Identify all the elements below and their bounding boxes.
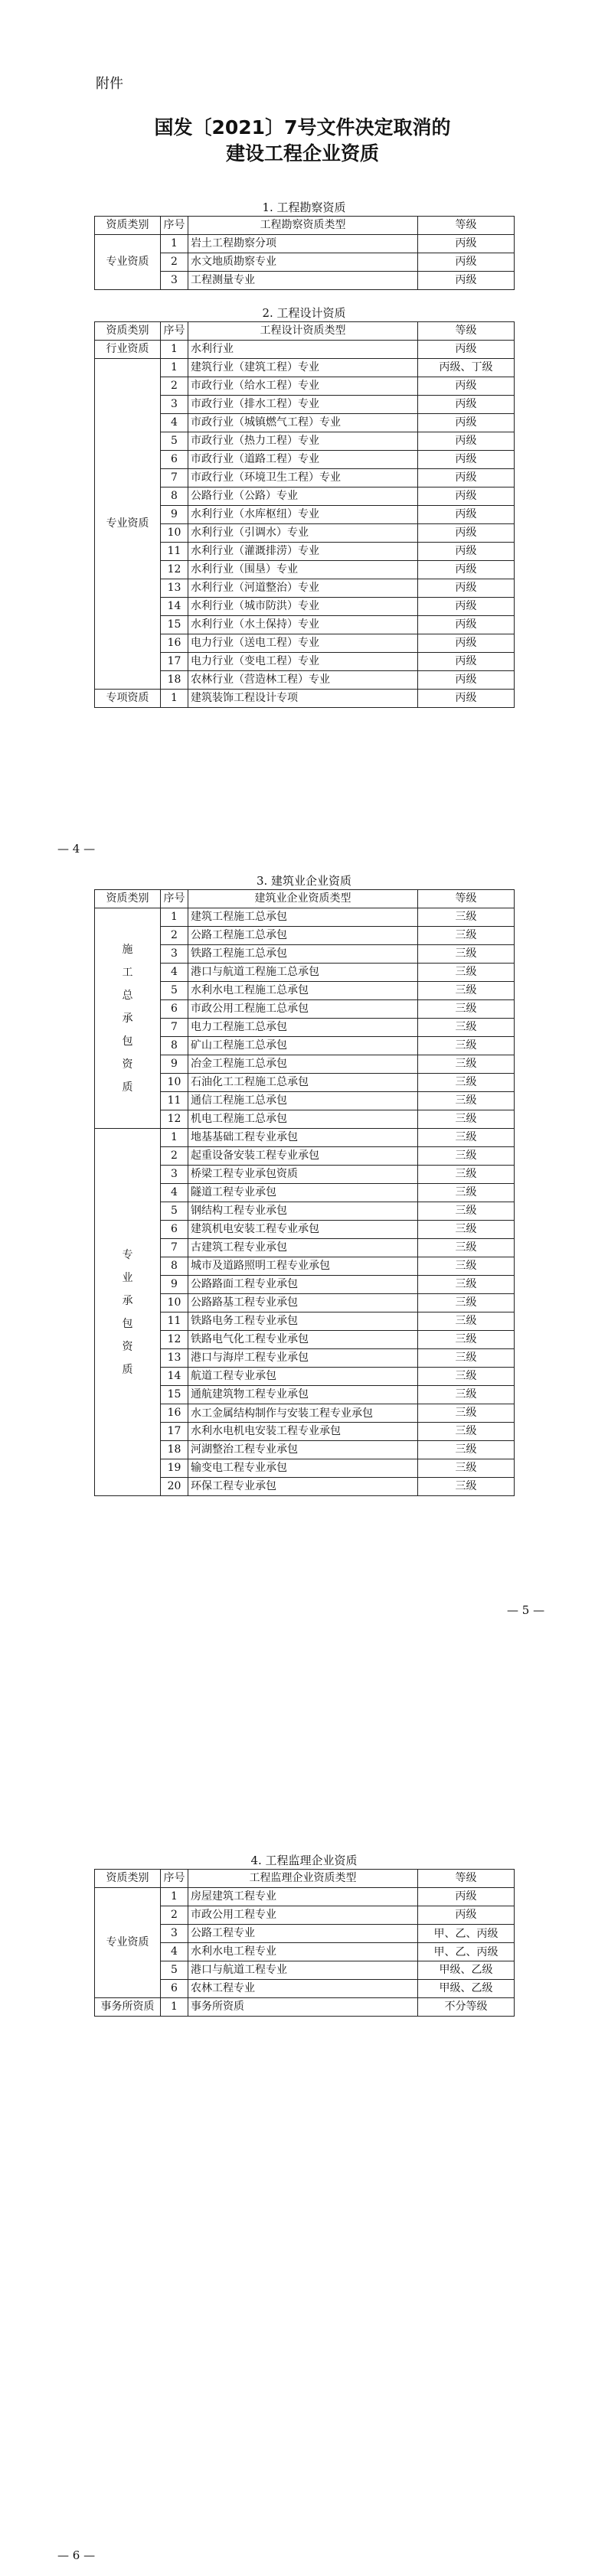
row-number: 3 [161, 396, 188, 414]
row-number: 3 [161, 272, 188, 290]
row-grade: 三级 [418, 1129, 515, 1147]
row-grade: 三级 [418, 908, 515, 927]
header-grade: 等级 [418, 890, 515, 908]
page-number: — 4 — [57, 842, 96, 856]
row-number: 5 [161, 432, 188, 451]
construction-table [94, 889, 515, 1496]
row-name: 城市及道路照明工程专业承包 [188, 1257, 418, 1276]
row-name: 公路工程专业 [188, 1925, 418, 1943]
row-name: 水利行业（水土保持）专业 [188, 616, 418, 634]
row-number: 7 [161, 1019, 188, 1037]
row-name: 隧道工程专业承包 [188, 1184, 418, 1202]
row-number: 2 [161, 377, 188, 396]
row-grade: 三级 [418, 1092, 515, 1110]
row-name: 农林工程专业 [188, 1980, 418, 1998]
table-row [95, 908, 515, 927]
row-name: 港口与航道工程施工总承包 [188, 964, 418, 982]
document-title-line1: 国发〔2021〕7号文件决定取消的 [154, 116, 451, 139]
row-name: 房屋建筑工程专业 [188, 1888, 418, 1906]
row-grade: 丙级 [418, 396, 515, 414]
row-number: 5 [161, 982, 188, 1000]
row-name: 石油化工工程施工总承包 [188, 1074, 418, 1092]
row-grade: 三级 [418, 1349, 515, 1368]
row-number: 17 [161, 1423, 188, 1441]
row-name: 公路路面工程专业承包 [188, 1276, 418, 1294]
row-name: 建筑机电安装工程专业承包 [188, 1221, 418, 1239]
row-number: 4 [161, 1943, 188, 1961]
row-name: 机电工程施工总承包 [188, 1110, 418, 1129]
category-label: 施工总承包资质 [122, 943, 133, 1094]
row-name: 输变电工程专业承包 [188, 1459, 418, 1478]
row-number: 6 [161, 451, 188, 469]
row-number: 9 [161, 1055, 188, 1074]
row-number: 5 [161, 1202, 188, 1221]
row-grade: 丙级 [418, 1888, 515, 1906]
row-number: 4 [161, 414, 188, 432]
table-header-row [95, 322, 515, 341]
row-name: 港口与航道工程专业 [188, 1961, 418, 1980]
category-cell: 专业资质 [95, 359, 161, 690]
row-number: 8 [161, 1037, 188, 1055]
row-name: 钢结构工程专业承包 [188, 1202, 418, 1221]
row-grade: 三级 [418, 1055, 515, 1074]
row-number: 1 [161, 690, 188, 708]
row-name: 市政公用工程施工总承包 [188, 1000, 418, 1019]
row-name: 水利行业（围垦）专业 [188, 561, 418, 579]
row-grade: 不分等级 [418, 1998, 515, 2017]
row-name: 公路路基工程专业承包 [188, 1294, 418, 1312]
row-name: 铁路电气化工程专业承包 [188, 1331, 418, 1349]
row-name: 建筑装饰工程设计专项 [188, 690, 418, 708]
row-grade: 丙级 [418, 235, 515, 253]
attachment-label: 附件 [96, 76, 123, 92]
header-type: 建筑业企业资质类型 [188, 890, 418, 908]
row-name: 河湖整治工程专业承包 [188, 1441, 418, 1459]
row-grade: 丙级 [418, 487, 515, 506]
row-name: 电力行业（送电工程）专业 [188, 634, 418, 653]
row-grade: 丙级 [418, 272, 515, 290]
row-grade: 三级 [418, 1037, 515, 1055]
row-grade: 三级 [418, 1368, 515, 1386]
row-number: 3 [161, 945, 188, 964]
row-grade: 丙级 [418, 653, 515, 671]
section-title-construction: 3. 建筑业企业资质 [256, 874, 352, 888]
row-name: 电力工程施工总承包 [188, 1019, 418, 1037]
page-4 [0, 0, 608, 872]
row-number: 8 [161, 1257, 188, 1276]
row-grade: 三级 [418, 1000, 515, 1019]
row-name: 市政行业（环境卫生工程）专业 [188, 469, 418, 487]
table-row [95, 1129, 515, 1147]
row-grade: 丙级 [418, 377, 515, 396]
row-grade: 丙级 [418, 253, 515, 272]
row-grade: 丙级 [418, 616, 515, 634]
row-grade: 丙级 [418, 690, 515, 708]
row-number: 6 [161, 1221, 188, 1239]
row-name: 水利行业（灌溉排涝）专业 [188, 543, 418, 561]
row-grade: 丙级 [418, 469, 515, 487]
row-name: 矿山工程施工总承包 [188, 1037, 418, 1055]
row-name: 铁路电务工程专业承包 [188, 1312, 418, 1331]
row-grade: 三级 [418, 945, 515, 964]
header-grade: 等级 [418, 217, 515, 235]
row-name: 建筑行业（建筑工程）专业 [188, 359, 418, 377]
row-grade: 三级 [418, 1147, 515, 1166]
row-grade: 三级 [418, 1257, 515, 1276]
row-number: 20 [161, 1478, 188, 1496]
header-category: 资质类别 [95, 217, 161, 235]
document-title-line2: 建设工程企业资质 [225, 142, 379, 165]
row-number: 1 [161, 235, 188, 253]
row-grade: 三级 [418, 1202, 515, 1221]
row-number: 15 [161, 1386, 188, 1404]
row-name: 铁路工程施工总承包 [188, 945, 418, 964]
row-name: 航道工程专业承包 [188, 1368, 418, 1386]
row-grade: 三级 [418, 1276, 515, 1294]
table-row [95, 690, 515, 708]
category-cell: 专业资质 [95, 235, 161, 290]
row-number: 3 [161, 1925, 188, 1943]
row-number: 9 [161, 506, 188, 524]
row-number: 7 [161, 1239, 188, 1257]
row-grade: 三级 [418, 1441, 515, 1459]
row-grade: 三级 [418, 1331, 515, 1349]
row-number: 14 [161, 1368, 188, 1386]
row-name: 起重设备安装工程专业承包 [188, 1147, 418, 1166]
row-grade: 三级 [418, 1478, 515, 1496]
row-name: 水利行业 [188, 341, 418, 359]
row-number: 2 [161, 1906, 188, 1925]
row-number: 13 [161, 1349, 188, 1368]
row-number: 9 [161, 1276, 188, 1294]
row-grade: 丙级 [418, 634, 515, 653]
row-number: 16 [161, 634, 188, 653]
row-grade: 三级 [418, 964, 515, 982]
row-number: 18 [161, 671, 188, 690]
row-number: 19 [161, 1459, 188, 1478]
row-grade: 三级 [418, 1312, 515, 1331]
row-number: 13 [161, 579, 188, 598]
row-name: 公路行业（公路）专业 [188, 487, 418, 506]
row-grade: 丙级、丁级 [418, 359, 515, 377]
row-number: 1 [161, 341, 188, 359]
category-cell [95, 1129, 161, 1496]
category-cell: 专项资质 [95, 690, 161, 708]
row-number: 6 [161, 1000, 188, 1019]
row-name: 工程测量专业 [188, 272, 418, 290]
row-number: 2 [161, 253, 188, 272]
row-number: 12 [161, 561, 188, 579]
row-name: 市政行业（道路工程）专业 [188, 451, 418, 469]
row-number: 10 [161, 1294, 188, 1312]
row-name: 市政行业（给水工程）专业 [188, 377, 418, 396]
row-number: 1 [161, 1998, 188, 2017]
header-category: 资质类别 [95, 322, 161, 341]
row-number: 10 [161, 524, 188, 543]
row-grade: 甲级、乙级 [418, 1980, 515, 1998]
page-5 [0, 872, 608, 1737]
row-name: 水工金属结构制作与安装工程专业承包 [188, 1404, 418, 1423]
row-name: 市政公用工程专业 [188, 1906, 418, 1925]
row-name: 公路工程施工总承包 [188, 927, 418, 945]
row-grade: 丙级 [418, 414, 515, 432]
row-grade: 三级 [418, 1386, 515, 1404]
row-number: 1 [161, 1129, 188, 1147]
row-name: 农林行业（营造林工程）专业 [188, 671, 418, 690]
row-name: 水文地质勘察专业 [188, 253, 418, 272]
row-grade: 三级 [418, 1423, 515, 1441]
table-row [95, 1998, 515, 2017]
row-grade: 丙级 [418, 341, 515, 359]
row-number: 2 [161, 927, 188, 945]
row-grade: 三级 [418, 927, 515, 945]
page-number: — 6 — [57, 2548, 96, 2562]
row-name: 港口与海岸工程专业承包 [188, 1349, 418, 1368]
row-number: 1 [161, 908, 188, 927]
row-name: 地基基础工程专业承包 [188, 1129, 418, 1147]
row-grade: 三级 [418, 1294, 515, 1312]
row-number: 4 [161, 1184, 188, 1202]
row-grade: 丙级 [418, 543, 515, 561]
header-grade: 等级 [418, 322, 515, 341]
row-number: 14 [161, 598, 188, 616]
row-grade: 丙级 [418, 671, 515, 690]
row-name: 岩土工程勘察分项 [188, 235, 418, 253]
header-category: 资质类别 [95, 1870, 161, 1888]
row-grade: 三级 [418, 1074, 515, 1092]
row-number: 12 [161, 1110, 188, 1129]
row-grade: 甲级、乙级 [418, 1961, 515, 1980]
row-number: 2 [161, 1147, 188, 1166]
design-table [94, 321, 515, 708]
row-name: 水利行业（水库枢纽）专业 [188, 506, 418, 524]
row-number: 11 [161, 1312, 188, 1331]
table-header-row [95, 890, 515, 908]
row-number: 17 [161, 653, 188, 671]
row-name: 古建筑工程专业承包 [188, 1239, 418, 1257]
row-grade: 三级 [418, 1110, 515, 1129]
header-grade: 等级 [418, 1870, 515, 1888]
supervision-table [94, 1869, 515, 2017]
header-number: 序号 [161, 890, 188, 908]
row-number: 11 [161, 543, 188, 561]
row-number: 18 [161, 1441, 188, 1459]
table-row [95, 359, 515, 377]
row-name: 水利行业（引调水）专业 [188, 524, 418, 543]
row-name: 桥梁工程专业承包资质 [188, 1166, 418, 1184]
page-6 [0, 1737, 608, 2576]
category-cell: 行业资质 [95, 341, 161, 359]
row-name: 电力行业（变电工程）专业 [188, 653, 418, 671]
row-grade: 丙级 [418, 432, 515, 451]
row-grade: 丙级 [418, 451, 515, 469]
row-name: 事务所资质 [188, 1998, 418, 2017]
header-number: 序号 [161, 1870, 188, 1888]
row-grade: 丙级 [418, 524, 515, 543]
category-cell [95, 908, 161, 1129]
row-number: 10 [161, 1074, 188, 1092]
row-name: 水利水电机电安装工程专业承包 [188, 1423, 418, 1441]
row-name: 市政行业（排水工程）专业 [188, 396, 418, 414]
row-name: 环保工程专业承包 [188, 1478, 418, 1496]
row-grade: 三级 [418, 1166, 515, 1184]
row-number: 4 [161, 964, 188, 982]
category-cell: 专业资质 [95, 1888, 161, 1998]
header-number: 序号 [161, 322, 188, 341]
row-number: 15 [161, 616, 188, 634]
table-row [95, 341, 515, 359]
row-name: 水利行业（河道整治）专业 [188, 579, 418, 598]
row-grade: 三级 [418, 1184, 515, 1202]
row-grade: 甲、乙、丙级 [418, 1925, 515, 1943]
row-number: 8 [161, 487, 188, 506]
table-row [95, 235, 515, 253]
row-name: 建筑工程施工总承包 [188, 908, 418, 927]
survey-table [94, 216, 515, 290]
section-title-survey: 1. 工程勘察资质 [262, 201, 346, 214]
row-number: 6 [161, 1980, 188, 1998]
table-header-row [95, 1870, 515, 1888]
row-number: 1 [161, 359, 188, 377]
row-number: 16 [161, 1404, 188, 1423]
category-label: 专业承包资质 [122, 1248, 133, 1376]
row-name: 市政行业（城镇燃气工程）专业 [188, 414, 418, 432]
row-grade: 三级 [418, 1404, 515, 1423]
row-grade: 丙级 [418, 598, 515, 616]
row-name: 水利水电工程施工总承包 [188, 982, 418, 1000]
row-grade: 三级 [418, 982, 515, 1000]
page-number: — 5 — [507, 1603, 545, 1617]
row-grade: 甲、乙、丙级 [418, 1943, 515, 1961]
row-name: 水利行业（城市防洪）专业 [188, 598, 418, 616]
row-grade: 三级 [418, 1239, 515, 1257]
row-grade: 丙级 [418, 1906, 515, 1925]
row-number: 1 [161, 1888, 188, 1906]
row-name: 通信工程施工总承包 [188, 1092, 418, 1110]
section-title-supervision: 4. 工程监理企业资质 [250, 1854, 358, 1867]
header-category: 资质类别 [95, 890, 161, 908]
row-name: 水利水电工程专业 [188, 1943, 418, 1961]
table-header-row [95, 217, 515, 235]
row-grade: 三级 [418, 1459, 515, 1478]
row-name: 通航建筑物工程专业承包 [188, 1386, 418, 1404]
category-cell: 事务所资质 [95, 1998, 161, 2017]
section-title-design: 2. 工程设计资质 [262, 306, 346, 320]
row-number: 7 [161, 469, 188, 487]
row-name: 冶金工程施工总承包 [188, 1055, 418, 1074]
row-number: 12 [161, 1331, 188, 1349]
header-number: 序号 [161, 217, 188, 235]
row-grade: 三级 [418, 1221, 515, 1239]
header-type: 工程监理企业资质类型 [188, 1870, 418, 1888]
row-grade: 丙级 [418, 579, 515, 598]
row-number: 3 [161, 1166, 188, 1184]
row-number: 11 [161, 1092, 188, 1110]
header-type: 工程勘察资质类型 [188, 217, 418, 235]
table-row [95, 1888, 515, 1906]
header-type: 工程设计资质类型 [188, 322, 418, 341]
row-number: 5 [161, 1961, 188, 1980]
row-grade: 丙级 [418, 561, 515, 579]
row-grade: 丙级 [418, 506, 515, 524]
row-grade: 三级 [418, 1019, 515, 1037]
row-name: 市政行业（热力工程）专业 [188, 432, 418, 451]
